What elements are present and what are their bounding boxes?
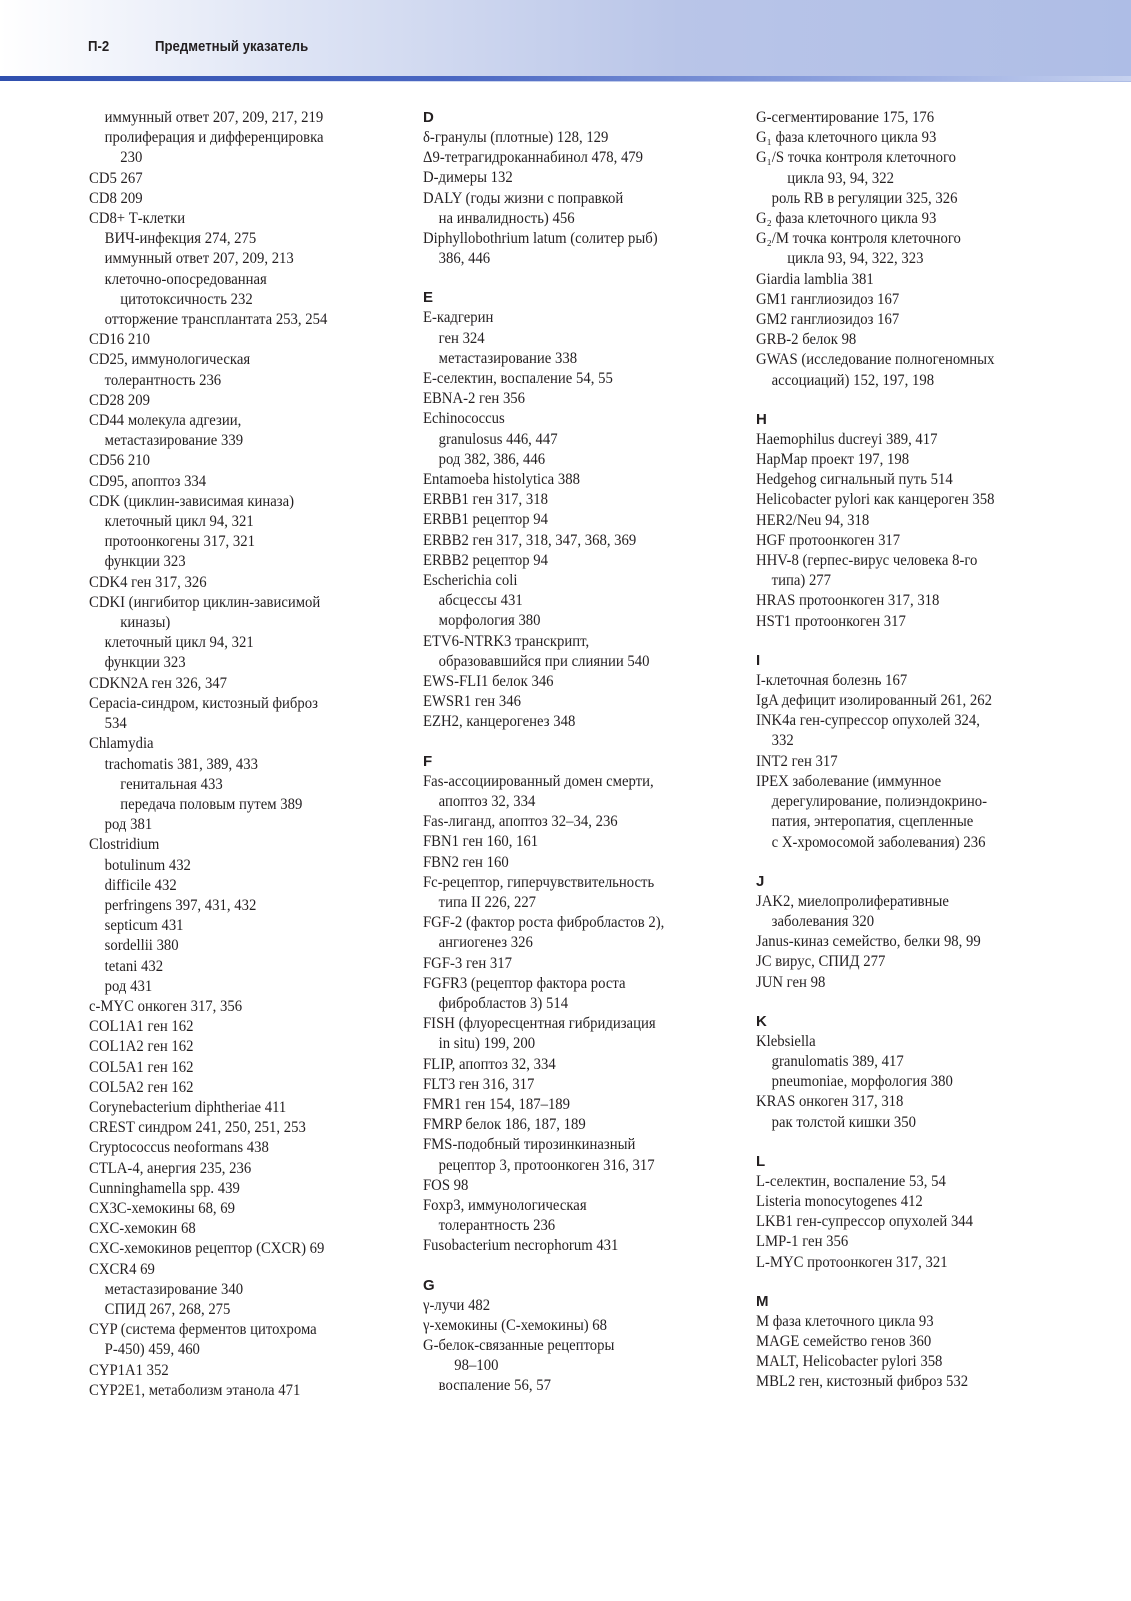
index-entry: MBL2 ген, кистозный фиброз 532 (756, 1373, 969, 1391)
index-entry: JC вирус, СПИД 277 (756, 953, 886, 971)
section-letter-heading: F (423, 752, 433, 770)
index-entry: L-MYC протоонкоген 317, 321 (756, 1253, 948, 1271)
index-entry: киназы) (120, 614, 171, 632)
index-entry: HapMap проект 197, 198 (756, 451, 910, 469)
index-entry: CREST синдром 241, 250, 251, 253 (89, 1119, 306, 1137)
index-entry: CD8+ Т-клетки (89, 210, 186, 228)
header-rule (0, 76, 1131, 81)
index-entry: GWAS (исследование полногеномных (756, 351, 995, 369)
page-number: П-2 (88, 38, 110, 55)
index-entry: JAK2, миелопролиферативные (756, 892, 949, 910)
index-entry: EBNA-2 ген 356 (423, 390, 526, 408)
index-entry: Janus-киназ семейство, белки 98, 99 (756, 933, 981, 951)
index-entry: COL5A2 ген 162 (89, 1078, 194, 1096)
index-entry: функции 323 (104, 654, 186, 672)
index-entry: γ-лучи 482 (423, 1296, 491, 1314)
index-entry: метастазирование 338 (438, 349, 578, 367)
index-entry: типа) 277 (771, 572, 832, 590)
index-entry: pneumoniae, морфология 380 (771, 1073, 953, 1091)
index-entry: CYP2E1, метаболизм этанола 471 (89, 1381, 301, 1399)
index-entry: CXC-хемокинов рецептор (CXCR) 69 (89, 1240, 325, 1258)
index-entry: P-450) 459, 460 (104, 1341, 200, 1359)
index-entry: 98–100 (454, 1357, 499, 1375)
index-entry: INT2 ген 317 (756, 752, 838, 770)
index-entry: ERBB1 рецептор 94 (423, 511, 549, 529)
index-entry: род 382, 386, 446 (438, 450, 546, 468)
index-entry: IgA дефицит изолированный 261, 262 (756, 692, 992, 710)
index-entry: HGF протоонкоген 317 (756, 531, 901, 549)
index-entry: цитотоксичность 232 (120, 290, 253, 308)
index-entry: типа II 226, 227 (438, 893, 537, 911)
index-entry: FGF-3 ген 317 (423, 954, 512, 972)
index-entry: толерантность 236 (104, 371, 222, 389)
index-entry: ассоциаций) 152, 197, 198 (771, 371, 935, 389)
index-entry: Listeria monocytogenes 412 (756, 1192, 923, 1210)
index-entry: CXCR4 69 (89, 1260, 155, 1278)
index-entry: ген 324 (438, 329, 485, 347)
index-entry: Fc-рецептор, гиперчувствительность (423, 873, 655, 891)
index-entry: Echinococcus (423, 410, 505, 428)
index-entry: HHV-8 (герпес-вирус человека 8-го (756, 552, 978, 570)
index-entry: FLT3 ген 316, 317 (423, 1075, 535, 1093)
index-entry: FLIP, апоптоз 32, 334 (423, 1055, 556, 1073)
index-entry: difficile 432 (104, 876, 177, 894)
page-title: Предметный указатель (155, 38, 309, 55)
index-entry: клеточно-опосредованная (104, 270, 267, 288)
index-entry: роль RB в регуляции 325, 326 (771, 189, 958, 207)
index-entry: CD16 210 (89, 331, 150, 349)
index-entry: JUN ген 98 (756, 973, 826, 991)
index-entry: CXC-хемокин 68 (89, 1220, 196, 1238)
section-letter-heading: J (756, 872, 765, 890)
index-entry: IPEX заболевание (иммунное (756, 772, 942, 790)
index-entry: G₂/M точка контроля клеточного (756, 230, 961, 248)
index-entry: CD44 молекула адгезии, (89, 412, 242, 430)
index-entry: EZH2, канцерогенез 348 (423, 713, 576, 731)
index-entry: sordellii 380 (104, 937, 179, 955)
index-entry: CD56 210 (89, 452, 150, 470)
index-entry: Chlamydia (89, 735, 154, 753)
index-entry: perfringens 397, 431, 432 (104, 896, 257, 914)
index-entry: цикла 93, 94, 322, 323 (787, 250, 924, 268)
index-entry: FMRP белок 186, 187, 189 (423, 1116, 586, 1134)
index-entry: 332 (771, 732, 794, 750)
index-entry: рецептор 3, протоонкоген 316, 317 (438, 1156, 655, 1174)
index-entry: CD95, апоптоз 334 (89, 472, 207, 490)
index-entry: E-селектин, воспаление 54, 55 (423, 370, 613, 388)
section-letter-heading: H (756, 410, 767, 428)
index-entry: Entamoeba histolytica 388 (423, 471, 580, 489)
index-entry: Cryptococcus neoformans 438 (89, 1139, 269, 1157)
section-letter-heading: I (756, 651, 761, 669)
index-entry: FGFR3 (рецептор фактора роста (423, 974, 626, 992)
index-entry: Hedgehog сигнальный путь 514 (756, 471, 953, 489)
index-entry: Corynebacterium diphtheriae 411 (89, 1098, 287, 1116)
index-entry: Helicobacter pylori как канцероген 358 (756, 491, 995, 509)
index-entry: 230 (120, 149, 143, 167)
index-entry: botulinum 432 (104, 856, 191, 874)
index-entry: ангиогенез 326 (438, 934, 533, 952)
index-entry: granulosus 446, 447 (438, 430, 558, 448)
index-column-2 (423, 108, 743, 1397)
index-entry: HER2/Neu 94, 318 (756, 511, 870, 529)
index-entry: Fas-ассоциированный домен смерти, (423, 772, 654, 790)
index-entry: метастазирование 340 (104, 1280, 244, 1298)
index-entry: GM2 ганглиозидоз 167 (756, 311, 900, 329)
index-entry: MALT, Helicobacter pylori 358 (756, 1353, 943, 1371)
index-entry: 534 (104, 715, 127, 733)
index-entry: абсцессы 431 (438, 592, 523, 610)
index-entry: отторжение трансплантата 253, 254 (104, 311, 328, 329)
index-entry: воспаление 56, 57 (438, 1377, 551, 1395)
index-entry: HRAS протоонкоген 317, 318 (756, 592, 940, 610)
section-letter-heading: L (756, 1152, 766, 1170)
index-entry: G-белок-связанные рецепторы (423, 1336, 615, 1354)
index-entry: D-димеры 132 (423, 169, 513, 187)
index-entry: LMP-1 ген 356 (756, 1233, 849, 1251)
index-entry: FGF-2 (фактор роста фибробластов 2), (423, 914, 665, 932)
index-column-3 (756, 108, 1076, 1393)
index-entry: CYP1A1 352 (89, 1361, 169, 1379)
index-entry: рак толстой кишки 350 (771, 1113, 916, 1131)
index-entry: GM1 ганглиозидоз 167 (756, 290, 900, 308)
index-entry: γ-хемокины (C-хемокины) 68 (423, 1316, 608, 1334)
index-entry: δ-гранулы (плотные) 128, 129 (423, 129, 609, 146)
index-entry: патия, энтеропатия, сцепленные (771, 813, 974, 831)
index-entry: CD25, иммунологическая (89, 351, 251, 369)
index-entry: DALY (годы жизни с поправкой (423, 189, 624, 207)
index-entry: СПИД 267, 268, 275 (104, 1300, 231, 1318)
index-entry: клеточный цикл 94, 321 (104, 513, 254, 531)
index-entry: COL5A1 ген 162 (89, 1058, 194, 1076)
index-entry: INK4a ген-супрессор опухолей 324, (756, 712, 980, 730)
index-entry: MAGE семейство генов 360 (756, 1332, 932, 1350)
index-entry: tetani 432 (104, 957, 164, 975)
section-letter-heading: G (423, 1276, 435, 1294)
index-entry: цикла 93, 94, 322 (787, 169, 894, 187)
index-entry: иммунный ответ 207, 209, 217, 219 (104, 109, 324, 126)
index-entry: пролиферация и дифференцировка (104, 129, 324, 147)
index-entry: Cepacia-синдром, кистозный фиброз (89, 694, 318, 712)
index-entry: I-клеточная болезнь 167 (756, 671, 908, 689)
index-entry: ERBB2 ген 317, 318, 347, 368, 369 (423, 531, 637, 549)
index-entry: функции 323 (104, 553, 186, 571)
index-entry: CDKN2A ген 326, 347 (89, 674, 228, 692)
index-entry: G-сегментирование 175, 176 (756, 109, 935, 126)
index-entry: заболевания 320 (771, 912, 875, 930)
index-entry: генитальная 433 (120, 775, 223, 793)
index-entry: CDKI (ингибитор циклин-зависимой (89, 593, 321, 611)
index-entry: COL1A2 ген 162 (89, 1038, 194, 1056)
index-entry: род 381 (104, 816, 153, 834)
index-entry: c-MYC онкоген 317, 356 (89, 997, 243, 1015)
index-entry: дерегулирование, полиэндокрино- (771, 793, 988, 811)
index-entry: протоонкогены 317, 321 (104, 533, 255, 551)
index-entry: морфология 380 (438, 612, 541, 630)
index-entry: E-кадгерин (423, 309, 494, 327)
index-entry: G₁/S точка контроля клеточного (756, 149, 956, 167)
index-entry: ETV6-NTRK3 транскрипт, (423, 632, 590, 650)
index-entry: метастазирование 339 (104, 432, 244, 450)
index-entry: на инвалидность) 456 (438, 209, 575, 227)
index-entry: 386, 446 (438, 250, 491, 268)
index-column-1 (89, 108, 409, 1401)
index-entry: Klebsiella (756, 1032, 816, 1050)
index-entry: GRB-2 белок 98 (756, 331, 857, 349)
index-entry: CDK4 ген 317, 326 (89, 573, 207, 591)
index-entry: KRAS онкоген 317, 318 (756, 1093, 904, 1111)
index-entry: CD28 209 (89, 391, 150, 409)
index-entry: толерантность 236 (438, 1217, 556, 1235)
index-entry: Clostridium (89, 836, 160, 854)
index-entry: CD8 209 (89, 189, 143, 207)
index-entry: Δ9-тетрагидроканнабинол 478, 479 (423, 149, 644, 167)
index-entry: Foxp3, иммунологическая (423, 1196, 587, 1214)
index-entry: с X-хромосомой заболевания) 236 (771, 833, 986, 851)
index-entry: ERBB2 рецептор 94 (423, 551, 549, 569)
index-entry: FBN1 ген 160, 161 (423, 833, 539, 851)
index-entry: ВИЧ-инфекция 274, 275 (104, 230, 257, 248)
index-entry: клеточный цикл 94, 321 (104, 634, 254, 652)
index-entry: Diphyllobothrium latum (солитер рыб) (423, 230, 658, 248)
index-entry: COL1A1 ген 162 (89, 1018, 194, 1036)
index-entry: CYP (система ферментов цитохрома (89, 1321, 317, 1339)
section-letter-heading: E (423, 289, 434, 307)
section-letter-heading: M (756, 1292, 769, 1310)
index-entry: Fusobacterium necrophorum 431 (423, 1237, 619, 1255)
index-entry: L-селектин, воспаление 53, 54 (756, 1172, 946, 1190)
index-entry: Fas-лиганд, апоптоз 32–34, 236 (423, 813, 618, 831)
index-entry: CDK (циклин-зависимая киназа) (89, 492, 295, 510)
index-entry: FBN2 ген 160 (423, 853, 509, 871)
index-entry: FISH (флуоресцентная гибридизация (423, 1015, 656, 1033)
index-entry: передача половым путем 389 (120, 795, 303, 813)
section-letter-heading: K (756, 1012, 767, 1030)
index-entry: HST1 протоонкоген 317 (756, 612, 906, 630)
section-letter-heading: D (423, 109, 434, 126)
index-entry: апоптоз 32, 334 (438, 792, 536, 810)
index-entry: Giardia lamblia 381 (756, 270, 874, 288)
index-entry: M фаза клеточного цикла 93 (756, 1312, 934, 1330)
index-entry: FOS 98 (423, 1176, 469, 1194)
index-entry: granulomatis 389, 417 (771, 1052, 904, 1070)
index-entry: CD5 267 (89, 169, 143, 187)
index-entry: FMS-подобный тирозинкиназный (423, 1136, 636, 1154)
index-entry: EWS-FLI1 белок 346 (423, 673, 554, 691)
index-entry: ERBB1 ген 317, 318 (423, 491, 548, 509)
index-entry: G₂ фаза клеточного цикла 93 (756, 210, 937, 228)
index-entry: EWSR1 ген 346 (423, 693, 521, 711)
index-entry: CTLA-4, анергия 235, 236 (89, 1159, 252, 1177)
index-entry: trachomatis 381, 389, 433 (104, 755, 258, 773)
index-entry: Escherichia coli (423, 572, 518, 590)
index-entry: Cunninghamella spp. 439 (89, 1179, 240, 1197)
index-entry: in situ) 199, 200 (438, 1035, 536, 1053)
index-entry: G₁ фаза клеточного цикла 93 (756, 129, 937, 147)
index-entry: фибробластов 3) 514 (438, 994, 569, 1012)
index-entry: род 431 (104, 977, 153, 995)
index-entry: образовавшийся при слиянии 540 (438, 652, 650, 670)
index-entry: иммунный ответ 207, 209, 213 (104, 250, 294, 268)
index-entry: Haemophilus ducreyi 389, 417 (756, 430, 938, 448)
index-entry: FMR1 ген 154, 187–189 (423, 1095, 571, 1113)
index-entry: LKB1 ген-супрессор опухолей 344 (756, 1213, 974, 1231)
index-entry: septicum 431 (104, 917, 184, 935)
index-entry: CX3C-хемокины 68, 69 (89, 1199, 236, 1217)
